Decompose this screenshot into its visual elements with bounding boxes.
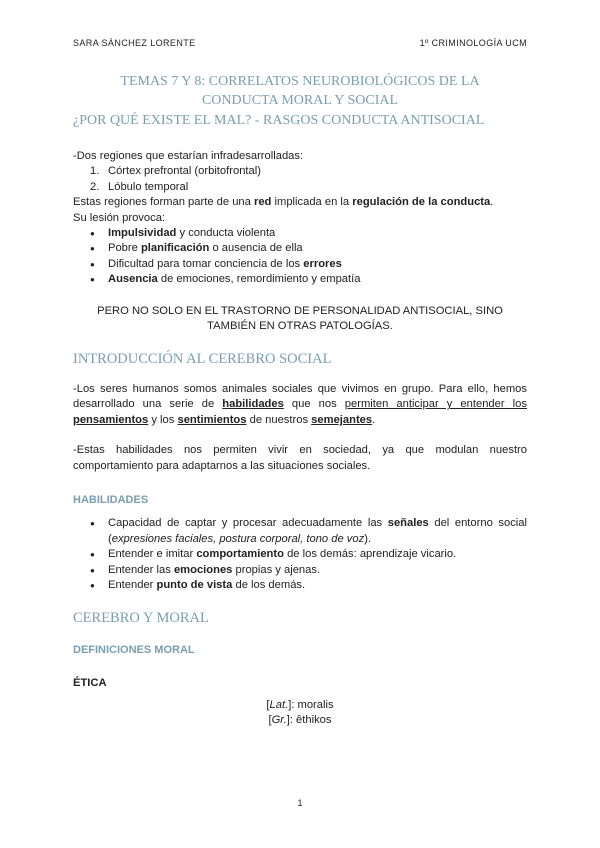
network-paragraph: Estas regiones forman parte de una red implicada en la regulación de la conducta. [73,196,494,209]
intro-paragraph-1: -Los seres humanos somos animales sociales que vivimos en grupo. Para ello, hemos desarrollado una serie de habilidades que nos permiten anticipar y entender los pensamientos y los sentimientos de nuestros semejantes. [73,382,527,426]
skills-title: HABILIDADES [73,493,149,506]
skills-list [73,516,527,593]
section-moral-title: CEREBRO Y MORAL [73,610,209,627]
moral-definitions-title: DEFINICIONES MORAL [73,643,195,656]
document-body [73,149,527,728]
etica-heading: ÉTICA [73,677,107,690]
header-author: SARA SÁNCHEZ LORENTE [73,38,196,48]
effect-item: ● Dificultad para tomar conciencia de los errores [73,257,527,272]
region-item: 2. Lóbulo temporal [90,180,189,193]
section-intro-title: INTRODUCCIÓN AL CEREBRO SOCIAL [73,351,332,368]
intro-paragraph-2: -Estas habilidades nos permiten vivir en sociedad, ya que modulan nuestro comportamiento para adaptarnos a las situaciones sociales. [73,444,527,472]
document-subtitle: ¿POR QUÉ EXISTE EL MAL? - RASGOS CONDUCTA ANTISOCIAL [73,113,485,128]
page-number: 1 [297,798,303,808]
title-line-2: CONDUCTA MORAL Y SOCIAL [201,93,399,108]
effects-list [73,226,527,288]
effect-item: ● Impulsividad y conducta violenta [73,226,527,241]
skill-item: ● Entender punto de vista de los demás. [73,578,527,593]
document-title [73,72,527,110]
skill-item: ● Capacidad de captar y procesar adecuadamente las señales del entorno social (expresiones faciales, postura corporal, tono de voz). [73,516,527,547]
regions-list [73,164,527,195]
regions-intro: -Dos regiones que estarían infradesarrolladas: [73,150,304,162]
title-line-1: TEMAS 7 Y 8: CORRELATOS NEUROBIOLÓGICOS DE LA [120,74,480,89]
skill-item: ● Entender las emociones propias y ajenas. [73,563,527,578]
effect-item: ● Ausencia de emociones, remordimiento y empatía [73,272,527,287]
region-item: 1. Córtex prefrontal (orbitofrontal) [90,165,261,178]
etymology-lat: [Lat.]: moralis [266,698,334,711]
antisocial-note: PERO NO SOLO EN EL TRASTORNO DE PERSONALIDAD ANTISOCIAL, SINO TAMBIÉN EN OTRAS PATOLOGÍAS. [97,304,503,333]
header-course: 1º CRIMINOLOGÍA UCM [419,38,527,48]
effect-item: ● Pobre planificación o ausencia de ella [73,241,527,256]
etymology-gr: [Gr.]: êthikos [268,713,332,726]
skill-item: ● Entender e imitar comportamiento de los demás: aprendizaje vicario. [73,547,527,562]
lesion-intro: Su lesión provoca: [73,211,166,224]
